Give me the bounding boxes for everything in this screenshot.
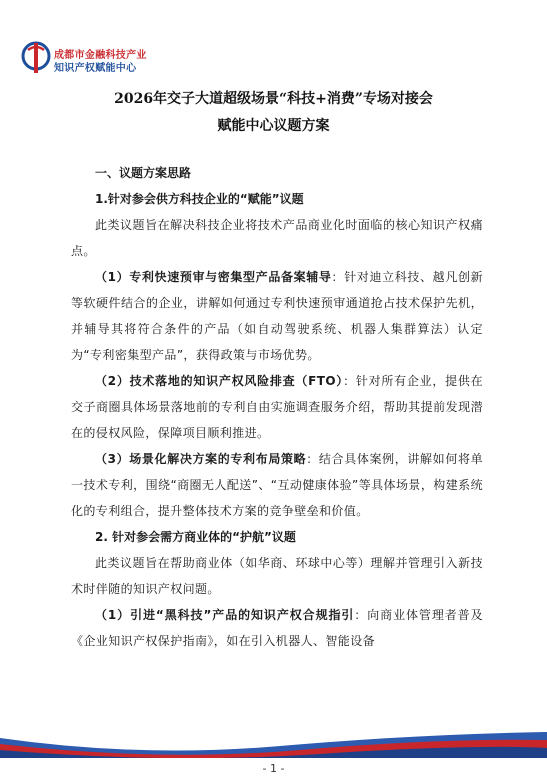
org-name-line2: 知识产权赋能中心 [54,63,137,74]
subsection-heading-1: 1.针对参会供方科技企业的“赋能”议题 [95,192,304,206]
item-3-body: ：结合具体案例，讲解如何将单一技术专利，围绕“商圈无人配送”、“互动健康体验”等具体场景，构建系统化的专利组合，提升整体技术方案的竞争壁垒和价值。 [71,452,484,518]
item-1-paragraph [71,264,483,368]
item-4-body: ：向商业体管理者普及《企业知识产权保护指南》，如在引入机器人、智能设备 [71,608,483,648]
document-title-line2: 赋能中心议题方案 [217,118,330,134]
item-2-paragraph [71,368,483,446]
page-number: - 1 - [262,762,285,775]
item-3-title: （3）场景化解决方案的专利布局策略 [95,452,307,466]
item-1-body: ：针对迪立科技、越凡创新等软硬件结合的企业，讲解如何通过专利快速预审通道抢占技术保护先机，并辅导其将符合条件的产品（如自动驾驶系统、机器人集群算法）认定为“专利密集型产品”，获得政策与市场优势。 [71,270,484,362]
document-title-line1: 2026年交子大道超级场景“科技+消费”专场对接会 [114,91,433,107]
item-1-title: （1）专利快速预审与密集型产品备案辅导 [95,270,332,284]
item-4-title: （1）引进“黑科技”产品的知识产权合规指引 [95,608,355,622]
subsection-2-intro: 此类议题旨在帮助商业体（如华商、环球中心等）理解并管理引入新技术时伴随的知识产权问题。 [71,556,483,596]
footer-wave-decoration [0,728,547,758]
document-body [71,160,483,654]
section-heading: 一、议题方案思路 [95,166,192,180]
item-3-paragraph [71,446,483,524]
item-2-body: ：针对所有企业，提供在交子商圈具体场景落地前的专利自由实施调查服务介绍，帮助其提前发现潜在的侵权风险，保障项目顺利推进。 [71,374,483,440]
item-2-title: （2）技术落地的知识产权风险排查（FTO） [95,374,344,388]
subsection-1-intro: 此类议题旨在解决科技企业将技术产品商业化时面临的核心知识产权痛点。 [71,218,483,258]
item-4-paragraph [71,602,483,654]
logo-mark-icon [20,40,52,76]
subsection-heading-2: 2. 针对参会需方商业体的“护航”议题 [95,530,296,544]
org-name-line1: 成都市金融科技产业 [54,50,147,61]
org-logo [20,40,160,76]
